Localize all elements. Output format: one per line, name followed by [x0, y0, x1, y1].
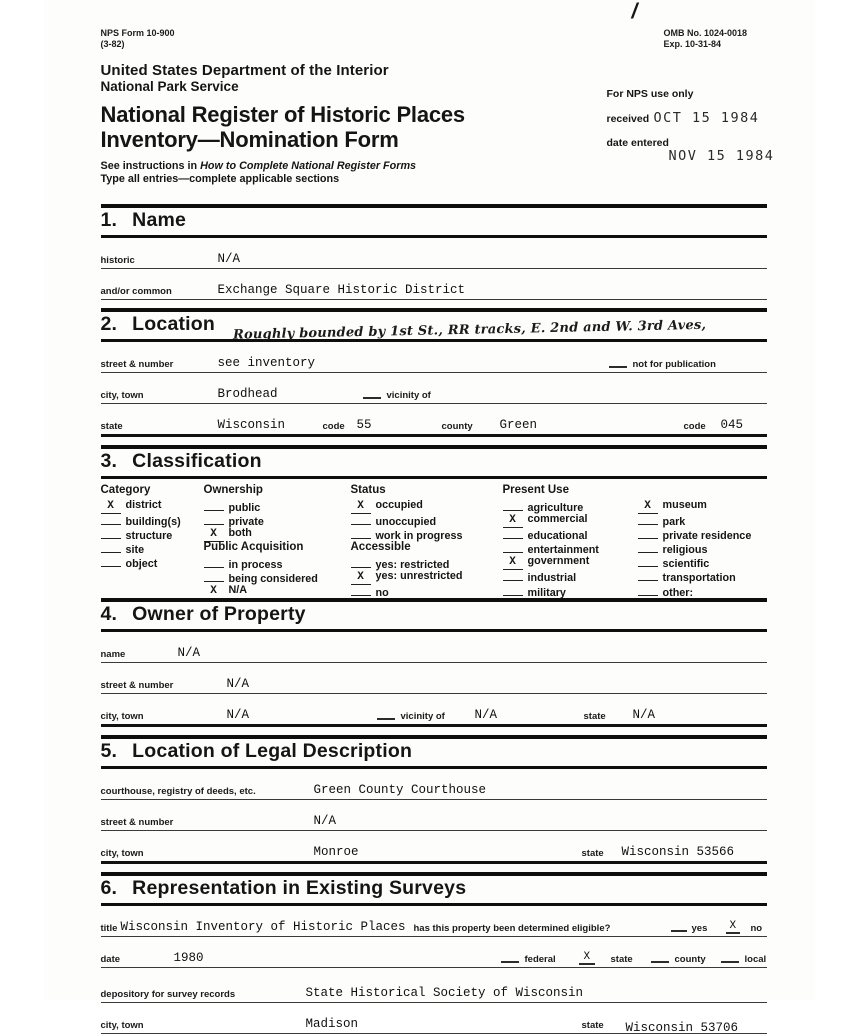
- field-label-date: date: [100, 954, 121, 965]
- checkbox-label-local: local: [744, 954, 767, 965]
- checkbox-mark: X: [204, 586, 224, 599]
- field-value-county: Green: [499, 418, 538, 432]
- checkbox-mark: [204, 569, 224, 582]
- checkbox-label: being considered: [228, 572, 318, 585]
- checkbox-item-entertainment: [503, 540, 638, 557]
- checkbox-label: park: [662, 515, 686, 528]
- field-label-title: title: [100, 923, 118, 934]
- field-label-state: state: [581, 848, 604, 859]
- classification-column-status: [351, 483, 501, 597]
- checkbox-label: government: [527, 555, 590, 568]
- checkbox-mark: X: [503, 515, 523, 528]
- checkbox-item-both: [204, 526, 349, 540]
- checkbox-label: religious: [662, 544, 708, 557]
- field-row-depository: [101, 968, 767, 1003]
- date-entered-stamp: NOV 15 1984: [668, 148, 775, 164]
- section-number: 6.: [100, 877, 118, 899]
- checkbox-label: agriculture: [527, 501, 584, 514]
- field-value-historic: N/A: [217, 252, 241, 266]
- checkbox-item-work-in-progress: [351, 526, 501, 540]
- field-label-common: and/or common: [100, 286, 172, 297]
- section-header-legal-description: [101, 735, 767, 769]
- field-label-county-code: code: [683, 421, 706, 432]
- checkbox-item-public: [204, 498, 349, 512]
- checkbox-mark: [503, 540, 523, 553]
- checkbox-label: N/A: [228, 583, 248, 596]
- checkbox-mark: [638, 512, 658, 525]
- checkbox-mark: X: [101, 501, 121, 514]
- checkbox-label: occupied: [375, 498, 423, 511]
- classification-column-present-use: [503, 483, 638, 597]
- checkbox-label: educational: [527, 529, 588, 542]
- field-label-city: city, town: [100, 848, 144, 859]
- checkbox-mark: [204, 498, 224, 511]
- field-value-street: N/A: [313, 814, 337, 828]
- section-number: 3.: [100, 450, 118, 472]
- checkbox-mark: [503, 526, 523, 539]
- checkbox-mark: [351, 526, 371, 539]
- handwritten-boundary-note: Roughly bounded by 1st St., RR tracks, E. 2nd and W. 3rd Aves,: [232, 317, 706, 343]
- checkbox-item-yes-unrestricted: [351, 569, 501, 583]
- field-value-state: N/A: [632, 708, 656, 722]
- checkbox-item-park: [638, 512, 767, 526]
- checkbox-mark: [638, 526, 658, 539]
- field-label-state-code: code: [322, 421, 345, 432]
- checkbox-label: industrial: [527, 572, 577, 585]
- field-label-courthouse: courthouse, registry of deeds, etc.: [100, 786, 256, 797]
- instructions-prefix: See instructions in: [100, 160, 201, 172]
- field-label-vicinity: vicinity of: [386, 390, 431, 401]
- column-subheading: Public Acquisition: [203, 541, 304, 554]
- omb-block: [664, 28, 748, 51]
- field-label-name: name: [100, 649, 126, 660]
- checkbox-label: no: [375, 586, 389, 599]
- checkbox-mark: [204, 512, 224, 525]
- checkbox-mark: X: [638, 501, 658, 514]
- field-value-city: Monroe: [313, 845, 359, 859]
- form-title: [101, 103, 465, 152]
- checkbox-mark: [101, 512, 121, 525]
- column-heading: Present Use: [502, 484, 569, 496]
- field-value-street: see inventory: [217, 356, 316, 370]
- section-title: Name: [132, 209, 187, 231]
- section-title: Representation in Existing Surveys: [132, 877, 467, 899]
- nps-use-only-label: For NPS use only: [606, 88, 694, 100]
- checkbox-item-unoccupied: [351, 512, 501, 526]
- checkbox-blank-not-for-publication: [609, 366, 627, 368]
- checkbox-mark: [101, 554, 121, 567]
- field-label-depository: depository for survey records: [100, 989, 236, 1000]
- field-value-state: Wisconsin: [217, 418, 286, 432]
- section-header-name: [101, 204, 767, 238]
- section-header-classification: [101, 445, 767, 479]
- field-label-vicinity: vicinity of: [400, 711, 445, 722]
- field-row-city-town: [101, 373, 767, 404]
- checkbox-label: museum: [662, 498, 707, 511]
- agency-subname: National Park Service: [100, 79, 239, 94]
- checkbox-label: public: [228, 501, 261, 514]
- checkbox-item-educational: [503, 526, 638, 540]
- checkbox-item-private: [204, 512, 349, 526]
- field-value-city: Brodhead: [217, 387, 278, 401]
- checkbox-item-commercial: [503, 512, 638, 526]
- handwritten-slash-mark: /: [631, 0, 638, 23]
- checkbox-mark: [503, 583, 523, 596]
- checkbox-item-other: [638, 583, 767, 597]
- column-heading: Category: [100, 484, 151, 496]
- checkbox-mark: [638, 554, 658, 567]
- checkbox-item-yes-restricted: [351, 555, 501, 569]
- checkbox-mark-state: X: [579, 951, 596, 965]
- checkbox-item-structure: [101, 526, 201, 540]
- date-entered-label: date entered: [606, 137, 669, 149]
- checkbox-mark: [351, 555, 371, 568]
- checkbox-blank-yes: [671, 930, 687, 932]
- checkbox-label: yes: restricted: [375, 558, 450, 571]
- field-value-county-code: 045: [720, 418, 744, 432]
- field-row-state-county: [101, 404, 767, 437]
- omb-expiration: Exp. 10-31-84: [663, 39, 722, 50]
- checkbox-item-transportation: [638, 568, 767, 585]
- section-header-location: [101, 308, 767, 342]
- field-label-state: state: [583, 711, 606, 722]
- column-heading: Status: [350, 484, 386, 496]
- field-label-historic: historic: [100, 255, 135, 266]
- field-label-street: street & number: [100, 817, 174, 828]
- field-row-survey-city: [101, 1003, 767, 1034]
- received-date-stamp: OCT 15 1984: [653, 110, 760, 126]
- checkbox-label: in process: [228, 558, 283, 571]
- section-title: Location of Legal Description: [132, 740, 413, 762]
- instructions: [101, 160, 417, 186]
- checkbox-blank-county: [651, 961, 669, 963]
- received-label: received: [606, 113, 650, 125]
- classification-column-category: [100, 483, 201, 571]
- field-value-common: Exchange Square Historic District: [217, 283, 466, 297]
- checkbox-label: unoccupied: [375, 515, 437, 528]
- field-value-city: Madison: [305, 1017, 359, 1031]
- checkbox-label: military: [527, 586, 566, 599]
- checkbox-mark: [638, 568, 658, 581]
- field-value-state-code: 55: [356, 418, 372, 432]
- classification-column-present-use-2: [638, 483, 767, 597]
- checkbox-item-buildings: [101, 512, 201, 526]
- checkbox-mark: [638, 540, 658, 553]
- section-number: 2.: [100, 313, 118, 335]
- instructions-line2: Type all entries—complete applicable sections: [100, 173, 340, 186]
- section-number: 4.: [100, 603, 118, 625]
- checkbox-item-military: [503, 583, 638, 597]
- field-row-historic: [101, 238, 767, 269]
- checkbox-label: building(s): [125, 515, 181, 528]
- checkbox-label-no: no: [750, 923, 763, 934]
- field-label-street: street & number: [100, 359, 174, 370]
- checkbox-label-yes: yes: [691, 923, 708, 934]
- checkbox-mark: X: [351, 572, 371, 585]
- checkbox-mark: [503, 568, 523, 581]
- section-header-owner: [101, 598, 767, 632]
- checkbox-item-industrial: [503, 568, 638, 585]
- checkbox-mark: [638, 583, 658, 596]
- checkbox-blank-vicinity: [363, 397, 381, 399]
- form-title-line1: National Register of Historic Places: [100, 102, 465, 127]
- section-title: Classification: [132, 450, 262, 472]
- checkbox-label: both: [228, 526, 252, 539]
- checkbox-label: private: [228, 515, 264, 528]
- checkbox-label: commercial: [527, 512, 588, 525]
- field-label-city: city, town: [100, 711, 144, 722]
- checkbox-label: object: [125, 558, 158, 571]
- form-title-line2: Inventory—Nomination Form: [100, 126, 399, 152]
- checkbox-item-scientific: [638, 554, 767, 571]
- checkbox-item-occupied: [351, 498, 501, 512]
- checkbox-blank-vicinity: [377, 718, 395, 720]
- section-number: 5.: [100, 740, 118, 762]
- checkbox-item-museum: [638, 498, 767, 512]
- checkbox-mark-no: X: [726, 920, 741, 934]
- checkbox-item-religious: [638, 540, 767, 557]
- checkbox-mark: [503, 498, 523, 511]
- field-value-date: 1980: [173, 951, 204, 965]
- field-value-state: Wisconsin 53566: [621, 845, 735, 859]
- checkbox-item-government: [503, 554, 638, 568]
- field-value-state: Wisconsin 53706: [625, 1021, 739, 1035]
- checkbox-item-being-considered: [204, 569, 349, 583]
- field-value-city: N/A: [226, 708, 250, 722]
- checkbox-label: work in progress: [375, 529, 463, 542]
- checkbox-label-county: county: [674, 954, 706, 965]
- column-subheading: Accessible: [350, 541, 411, 554]
- instructions-line1: [101, 160, 417, 173]
- field-value-depository: State Historical Society of Wisconsin: [305, 986, 584, 1000]
- field-row-survey-date: [101, 937, 767, 968]
- field-value-name: N/A: [177, 646, 201, 660]
- checkbox-mark: [204, 555, 224, 568]
- checkbox-label: entertainment: [527, 544, 599, 557]
- scanned-form-page: [44, 0, 815, 1035]
- checkbox-mark: X: [503, 557, 523, 570]
- checkbox-mark: X: [351, 501, 371, 514]
- checkbox-item-object: [101, 554, 201, 571]
- field-row-street-number: [101, 342, 767, 373]
- form-number: NPS Form 10-900: [100, 28, 175, 38]
- field-label-city: city, town: [100, 390, 144, 401]
- checkbox-item-na: [204, 583, 349, 597]
- checkbox-mark: [101, 540, 121, 553]
- field-label-eligible: has this property been determined eligible?: [413, 923, 611, 934]
- checkbox-label: private residence: [662, 529, 752, 542]
- checkbox-mark: [101, 526, 121, 539]
- field-value-vicinity: N/A: [474, 708, 498, 722]
- field-value-street: N/A: [226, 677, 250, 691]
- checkbox-label-state: state: [610, 954, 633, 965]
- field-label-street: street & number: [100, 680, 174, 691]
- field-row-courthouse: [101, 769, 767, 800]
- checkbox-mark: [351, 512, 371, 525]
- column-spacer: [638, 483, 767, 498]
- section-title: Location: [132, 313, 216, 335]
- checkbox-blank-federal: [501, 961, 519, 963]
- checkbox-label: district: [125, 498, 162, 511]
- instructions-booktitle: How to Complete National Register Forms: [200, 160, 417, 172]
- field-row-owner-street: [101, 663, 767, 694]
- checkbox-label: scientific: [662, 558, 710, 571]
- checkbox-label: site: [125, 544, 145, 557]
- classification-grid: [100, 483, 767, 599]
- field-row-owner-city: [101, 694, 767, 727]
- field-row-owner-name: [101, 632, 767, 663]
- section-title: Owner of Property: [132, 603, 306, 625]
- section-header-surveys: [101, 872, 767, 906]
- checkbox-item-in-process: [204, 555, 349, 569]
- checkbox-label: transportation: [662, 572, 736, 585]
- checkbox-item-private-residence: [638, 526, 767, 540]
- checkbox-label: structure: [125, 529, 173, 542]
- checkbox-label-federal: federal: [524, 954, 556, 965]
- checkbox-label: other:: [662, 586, 694, 599]
- section-number: 1.: [100, 209, 118, 231]
- field-label-county: county: [441, 421, 473, 432]
- field-value-courthouse: Green County Courthouse: [313, 783, 487, 797]
- field-label-state: state: [581, 1020, 604, 1031]
- column-heading: Ownership: [203, 484, 263, 496]
- form-revision: (3-82): [100, 39, 125, 50]
- checkbox-blank-local: [721, 961, 739, 963]
- checkbox-item-agriculture: [503, 498, 638, 512]
- checkbox-mark: [351, 583, 371, 596]
- field-label-city: city, town: [100, 1020, 144, 1031]
- field-label-state: state: [100, 421, 123, 432]
- checkbox-item-site: [101, 540, 201, 557]
- checkbox-item-district: [101, 498, 201, 512]
- field-row-common-name: [101, 269, 767, 300]
- field-row-legal-city: [101, 831, 767, 864]
- classification-column-ownership: [204, 483, 349, 597]
- field-row-survey-title: [101, 906, 767, 937]
- checkbox-mark: X: [204, 529, 224, 542]
- field-value-title: Wisconsin Inventory of Historic Places: [120, 920, 406, 934]
- form-number-block: [101, 28, 175, 51]
- omb-number: OMB No. 1024-0018: [663, 28, 748, 38]
- agency-name: United States Department of the Interior: [100, 62, 389, 79]
- checkbox-label: yes: unrestricted: [375, 569, 463, 582]
- field-label-not-for-publication: not for publication: [632, 359, 716, 370]
- field-row-legal-street: [101, 800, 767, 831]
- checkbox-item-no: [351, 583, 501, 597]
